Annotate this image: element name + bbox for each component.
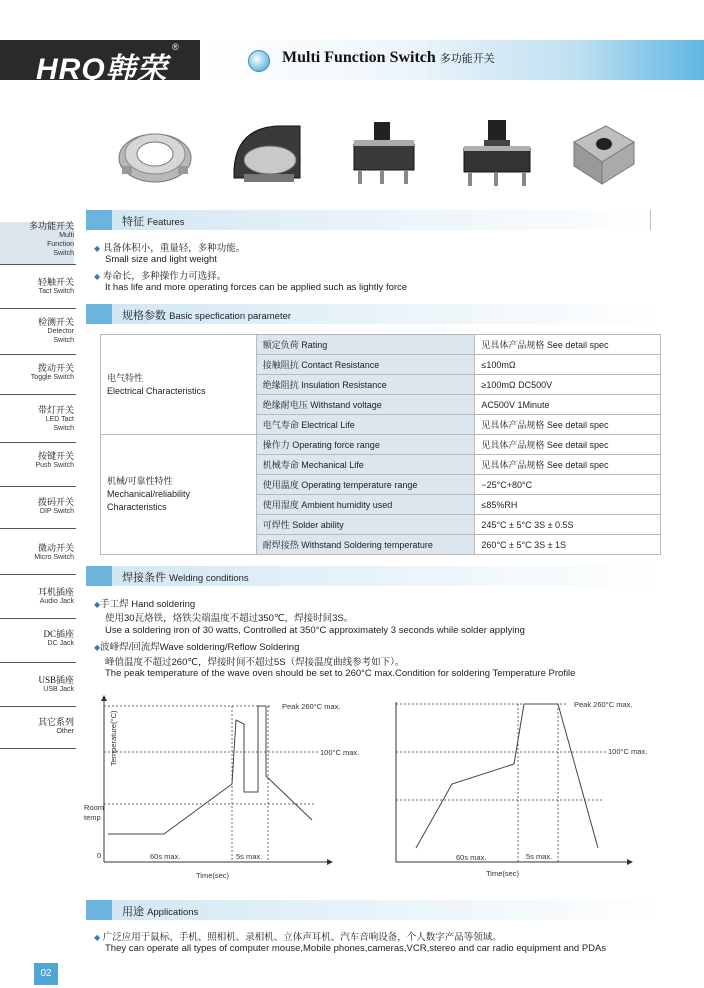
y-axis-label: Temperature(°C) (109, 710, 118, 766)
zero-label: 0 (97, 851, 102, 860)
section-marker (86, 566, 112, 586)
welding-header (86, 566, 664, 586)
room-temp-label-2: temp (84, 813, 101, 822)
gridlines (104, 706, 320, 862)
table-row (101, 435, 661, 455)
spec-item: 电气寿命 Electrical Life (256, 415, 475, 435)
spec-item: 额定负荷 Rating (256, 335, 475, 355)
applications-header (86, 900, 664, 920)
table-row (101, 335, 661, 355)
spec-value: 260°C ± 5°C 3S ± 1S (475, 535, 661, 555)
segment-5s-label: 5s max. (526, 852, 553, 861)
section-title: 特征 Features (122, 216, 185, 228)
spec-value: 见具体产品规格 See detail spec (475, 455, 661, 475)
sidebar-item-label: 按键开关 (37, 451, 74, 461)
feature-item-2: ◆ 寿命长，多种操作力可选择。 (94, 271, 227, 282)
feature-item-1: ◆ 具备体积小，重量轻，多种功能。 (94, 243, 246, 254)
section-marker (86, 304, 112, 324)
peak-label: Peak 260°C max. (282, 702, 341, 711)
feature-item-1-en: Small size and light weight (105, 254, 217, 265)
sidebar-item-other[interactable] (0, 718, 74, 736)
peak-label: Peak 260°C max. (574, 700, 633, 709)
sidebar-item-label: USB插座 (38, 675, 74, 685)
wave-solder-title: ◆波峰焊/回流焊Wave soldering/Reflow Soldering (94, 642, 300, 653)
section-title: 焊接条件 Welding conditions (122, 572, 249, 584)
sidebar-item-sub: DIP Switch (39, 508, 74, 515)
section-marker (86, 900, 112, 920)
sidebar-item-label: 其它系列 (37, 717, 74, 727)
title-circle-icon (248, 50, 270, 72)
sidebar-item-label: 带灯开关 (37, 405, 74, 415)
segment-5s-label: 5s max. (236, 852, 263, 861)
spec-value: 见具体产品规格 See detail spec (475, 335, 661, 355)
segment-60s-label: 60s max. (150, 852, 181, 861)
section-marker (86, 210, 112, 230)
sidebar-item-usb-jack[interactable] (0, 676, 74, 694)
segment-60s-label: 60s max. (456, 853, 487, 862)
section-title: 规格参数 Basic specfication parameter (122, 310, 292, 322)
sidebar-item-detector[interactable] (0, 318, 74, 345)
sidebar-item-sub: Multi Function Switch (47, 232, 74, 257)
product-image-joystick-switch (566, 118, 640, 190)
brand-logo: HRQ韩荣 (36, 53, 168, 86)
sidebar-item-label: 多功能开关 (28, 221, 74, 231)
sidebar-item-label: 拨码开关 (37, 497, 74, 507)
spec-item: 绝缘耐电压 Withstand voltage (256, 395, 475, 415)
sidebar-item-dip[interactable] (0, 498, 74, 516)
sidebar-item-sub: Detector Switch (47, 328, 74, 344)
sidebar-item-label: 微动开关 (37, 543, 74, 553)
registered-mark: ® (172, 42, 179, 52)
sidebar-item-multi-function[interactable] (0, 222, 74, 264)
sidebar-item-audio-jack[interactable] (0, 588, 74, 606)
product-image-multi-switch (456, 118, 542, 190)
sidebar-item-label: 耳机插座 (37, 587, 74, 597)
spec-item: 操作力 Operating force range (256, 435, 475, 455)
sidebar-item-sub: Push Switch (35, 462, 74, 469)
spec-value: 245°C ± 5°C 3S ± 0.5S (475, 515, 661, 535)
sidebar-item-sub: Audio Jack (39, 598, 74, 605)
x-axis-label: Time(sec) (196, 871, 230, 880)
temperature-curve (416, 704, 598, 848)
hand-solder-title: ◆手工焊 Hand soldering (94, 599, 196, 610)
features-header (86, 210, 664, 230)
sidebar-item-sub: LED Tact Switch (45, 416, 74, 432)
spec-item: 机械寿命 Mechanical Life (256, 455, 475, 475)
page-title: Multi Function Switch 多功能开关 (282, 49, 495, 66)
group-mechanical: 机械/可靠性特性 Mechanical/reliability Characteristics (101, 435, 257, 555)
sidebar-item-tact[interactable] (0, 278, 74, 296)
sidebar-item-micro[interactable] (0, 544, 74, 562)
sidebar-item-sub: Other (56, 728, 74, 735)
sidebar-item-sub: DC Jack (47, 640, 74, 647)
spec-item: 耐焊接热 Withstand Soldering temperature (256, 535, 475, 555)
page-number: 02 (34, 963, 58, 985)
group-electrical: 电气特性 Electrical Characteristics (101, 335, 257, 435)
sidebar-item-label: DC插座 (43, 629, 74, 639)
chart-right-reflow-soldering (390, 692, 660, 888)
room-temp-label-1: Room (84, 803, 105, 812)
mid-temp-label: 100°C max. (320, 748, 360, 757)
wave-solder-en: The peak temperature of the wave oven should be set to 260°C max.Condition for soldering Temperature Profile (105, 668, 576, 679)
chart-left-wave-soldering (80, 692, 380, 888)
spec-value: ≤85%RH (475, 495, 661, 515)
sidebar-item-dc-jack[interactable] (0, 630, 74, 648)
sidebar-item-push[interactable] (0, 452, 74, 470)
spec-value: 见具体产品规格 See detail spec (475, 435, 661, 455)
hand-solder-cn: 使用30瓦烙铁，烙铁尖端温度不超过350℃，焊接时间3S。 (105, 613, 354, 624)
spec-value: AC500V 1Minute (475, 395, 661, 415)
spec-table (100, 334, 661, 555)
spec-item: 可焊性 Solder ability (256, 515, 475, 535)
sidebar-item-label: 轻触开关 (37, 277, 74, 287)
sidebar-item-toggle[interactable] (0, 364, 74, 382)
product-image-tact-switch (344, 118, 426, 190)
section-title: 用途 Applications (122, 906, 199, 918)
mid-temp-label: 100°C max. (608, 747, 648, 756)
sidebar-item-led-tact[interactable] (0, 406, 74, 433)
sidebar-item-sub: USB Jack (43, 686, 74, 693)
sidebar-item-label: 拨动开关 (37, 363, 74, 373)
applications-en: They can operate all types of computer mouse,Mobile phones,cameras,VCR,stereo and car radio equipment and PDAs (105, 943, 607, 954)
sidebar-item-sub: Toggle Switch (30, 374, 74, 381)
spec-item: 使用湿度 Ambient humidity used (256, 495, 475, 515)
product-image-ring-encoder (112, 118, 198, 190)
gridlines (396, 704, 606, 862)
spec-item: 使用温度 Operating temperature range (256, 475, 475, 495)
spec-item: 绝缘阻抗 Insulation Resistance (256, 375, 475, 395)
sidebar-item-sub: Tact Switch (38, 288, 74, 295)
spec-value: ≤100mΩ (475, 355, 661, 375)
spec-value: ≥100mΩ DC500V (475, 375, 661, 395)
wave-solder-cn: 峰值温度不超过260℃，焊接时间不超过5S（焊接温度曲线参考如下）。 (105, 657, 405, 668)
sidebar-item-label: 检测开关 (37, 317, 74, 327)
product-image-wheel-switch (226, 118, 312, 190)
temperature-curve (108, 706, 312, 834)
applications-cn: ◆ 广泛应用于鼠标、手机、照相机、录相机、立体声耳机、汽车音响设备，个人数字产品等领域。 (94, 932, 502, 943)
hand-solder-en: Use a soldering iron of 30 watts, Controlled at 350°C approximately 3 seconds while solder applying (105, 625, 525, 636)
spec-value: −25°C+80°C (475, 475, 661, 495)
sidebar (0, 222, 76, 762)
spec-value: 见具体产品规格 See detail spec (475, 415, 661, 435)
feature-item-2-en: It has life and more operating forces can be applied such as lightly force (105, 282, 408, 293)
spec-item: 接触阻抗 Contact Resistance (256, 355, 475, 375)
section-divider (650, 210, 651, 230)
sidebar-item-sub: Micro Switch (34, 554, 74, 561)
spec-header (86, 304, 664, 324)
x-axis-label: Time(sec) (486, 869, 520, 878)
